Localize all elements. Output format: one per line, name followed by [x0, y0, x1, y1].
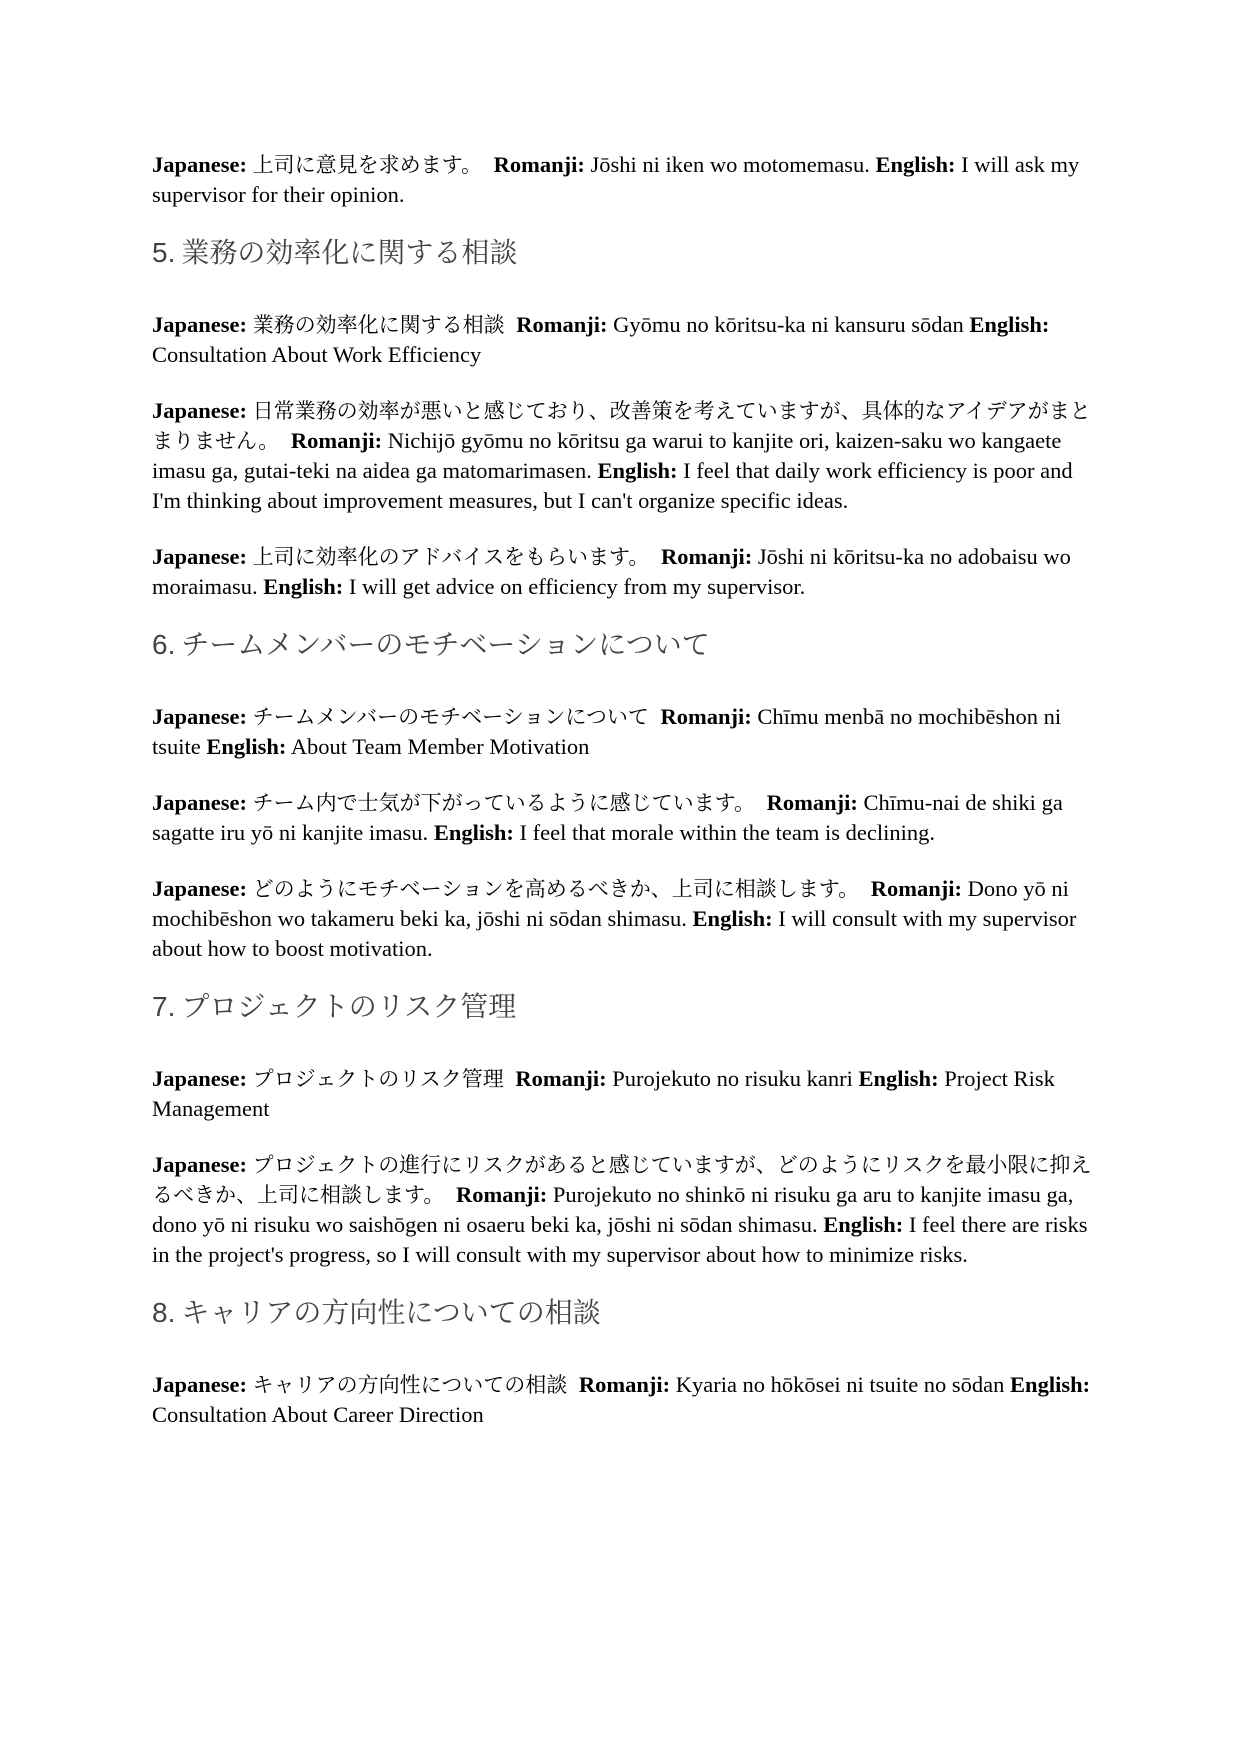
- romanji-text: Dono yō ni mochibēshon wo takameru beki ka, jōshi ni sōdan shimasu.: [152, 876, 1069, 931]
- english-text: Consultation About Work Efficiency: [152, 342, 482, 367]
- japanese-text: どのようにモチベーションを高めるべきか、上司に相談します。: [252, 877, 860, 901]
- romanji-text: Purojekuto no shinkō ni risuku ga aru to kanjite imasu ga, dono yō ni risuku wo saishōgen ni osaeru beki ka, jōshi ni sōdan shimasu.: [152, 1182, 1074, 1237]
- english-label: English:: [433, 820, 514, 845]
- romanji-label: Romanji:: [870, 876, 962, 901]
- phrase-entry: [152, 702, 1092, 762]
- japanese-label: Japanese:: [152, 876, 247, 901]
- section-heading: [152, 990, 1092, 1024]
- japanese-text: 上司に意見を求めます。: [252, 153, 482, 177]
- english-label: English:: [823, 1212, 904, 1237]
- japanese-text: チーム内で士気が下がっているように感じています。: [252, 791, 755, 815]
- japanese-label: Japanese:: [152, 312, 247, 337]
- english-label: English:: [692, 906, 773, 931]
- romanji-label: Romanji:: [290, 428, 383, 453]
- japanese-label: Japanese:: [152, 790, 247, 815]
- romanji-text: Nichijō gyōmu no kōritsu ga warui to kanjite ori, kaizen-saku wo kangaete imasu ga, gutai-teki na aidea ga matomarimasen.: [152, 428, 1062, 483]
- japanese-text: 業務の効率化に関する相談: [252, 313, 505, 337]
- romanji-label: Romanji:: [660, 704, 752, 729]
- english-label: English:: [969, 312, 1050, 337]
- section-heading: [152, 1296, 1092, 1330]
- english-label: English:: [1010, 1372, 1091, 1397]
- english-text: I will consult with my supervisor about how to boost motivation.: [152, 906, 1077, 961]
- section-number: 5.: [152, 237, 176, 268]
- japanese-text: チームメンバーのモチベーションについて: [252, 705, 649, 729]
- phrase-entry: [152, 150, 1092, 210]
- romanji-text: Gyōmu no kōritsu-ka ni kansuru sōdan: [613, 312, 964, 337]
- english-text: Project Risk Management: [152, 1066, 1055, 1121]
- romanji-label: Romanji:: [455, 1182, 548, 1207]
- english-text: I feel that morale within the team is declining.: [519, 820, 935, 845]
- section-heading: [152, 236, 1092, 270]
- section-title: チームメンバーのモチベーションについて: [181, 629, 710, 660]
- phrase-entry: [152, 1150, 1092, 1270]
- japanese-label: Japanese:: [152, 704, 247, 729]
- english-text: I feel that daily work efficiency is poor and I'm thinking about improvement measures, but I can't organize specific ideas.: [152, 458, 1073, 513]
- phrase-entry: [152, 788, 1092, 848]
- romanji-text: Jōshi ni kōritsu-ka no adobaisu wo moraimasu.: [152, 544, 1071, 599]
- english-label: English:: [858, 1066, 939, 1091]
- romanji-label: Romanji:: [516, 312, 608, 337]
- romanji-label: Romanji:: [660, 544, 753, 569]
- phrase-entry: [152, 396, 1092, 516]
- english-label: English:: [597, 458, 678, 483]
- romanji-text: Purojekuto no risuku kanri: [612, 1066, 853, 1091]
- phrase-entry: [152, 542, 1092, 602]
- english-text: I will get advice on efficiency from my supervisor.: [348, 574, 806, 599]
- romanji-label: Romanji:: [493, 152, 585, 177]
- section-number: 8.: [152, 1297, 176, 1328]
- japanese-label: Japanese:: [152, 1066, 247, 1091]
- english-label: English:: [206, 734, 287, 759]
- english-label: English:: [875, 152, 956, 177]
- japanese-label: Japanese:: [152, 544, 247, 569]
- english-text: I will ask my supervisor for their opinion.: [152, 152, 1080, 207]
- section-title: キャリアの方向性についての相談: [181, 1297, 601, 1328]
- romanji-label: Romanji:: [515, 1066, 607, 1091]
- english-label: English:: [263, 574, 344, 599]
- phrase-entry: [152, 1064, 1092, 1124]
- romanji-label: Romanji:: [578, 1372, 671, 1397]
- romanji-text: Jōshi ni iken wo motomemasu.: [590, 152, 870, 177]
- romanji-label: Romanji:: [766, 790, 858, 815]
- english-text: Consultation About Career Direction: [152, 1402, 484, 1427]
- japanese-text: 上司に効率化のアドバイスをもらいます。: [252, 545, 650, 569]
- english-text: About Team Member Motivation: [290, 734, 590, 759]
- romanji-text: Chīmu-nai de shiki ga sagatte iru yō ni kanjite imasu.: [152, 790, 1063, 845]
- phrase-entry: [152, 1370, 1092, 1430]
- japanese-label: Japanese:: [152, 1372, 247, 1397]
- romanji-text: Kyaria no hōkōsei ni tsuite no sōdan: [675, 1372, 1005, 1397]
- japanese-text: プロジェクトのリスク管理: [252, 1067, 504, 1091]
- phrase-entry: [152, 310, 1092, 370]
- section-number: 7.: [152, 991, 176, 1022]
- japanese-label: Japanese:: [152, 152, 247, 177]
- section-title: プロジェクトのリスク管理: [181, 991, 517, 1022]
- japanese-text: 日常業務の効率が悪いと感じており、改善策を考えていますが、具体的なアイデアがまとまりません。: [152, 399, 1091, 453]
- romanji-text: Chīmu menbā no mochibēshon ni tsuite: [152, 704, 1062, 759]
- japanese-text: プロジェクトの進行にリスクがあると感じていますが、どのようにリスクを最小限に抑えるべきか、上司に相談します。: [152, 1153, 1092, 1207]
- section-heading: [152, 628, 1092, 662]
- section-title: 業務の効率化に関する相談: [181, 237, 518, 268]
- phrase-entry: [152, 874, 1092, 964]
- english-text: I feel there are risks in the project's progress, so I will consult with my supervisor about how to minimize risks.: [152, 1212, 1088, 1267]
- section-number: 6.: [152, 629, 176, 660]
- japanese-text: キャリアの方向性についての相談: [252, 1373, 568, 1397]
- japanese-label: Japanese:: [152, 1152, 247, 1177]
- japanese-label: Japanese:: [152, 398, 247, 423]
- document-page: [152, 150, 1092, 1456]
